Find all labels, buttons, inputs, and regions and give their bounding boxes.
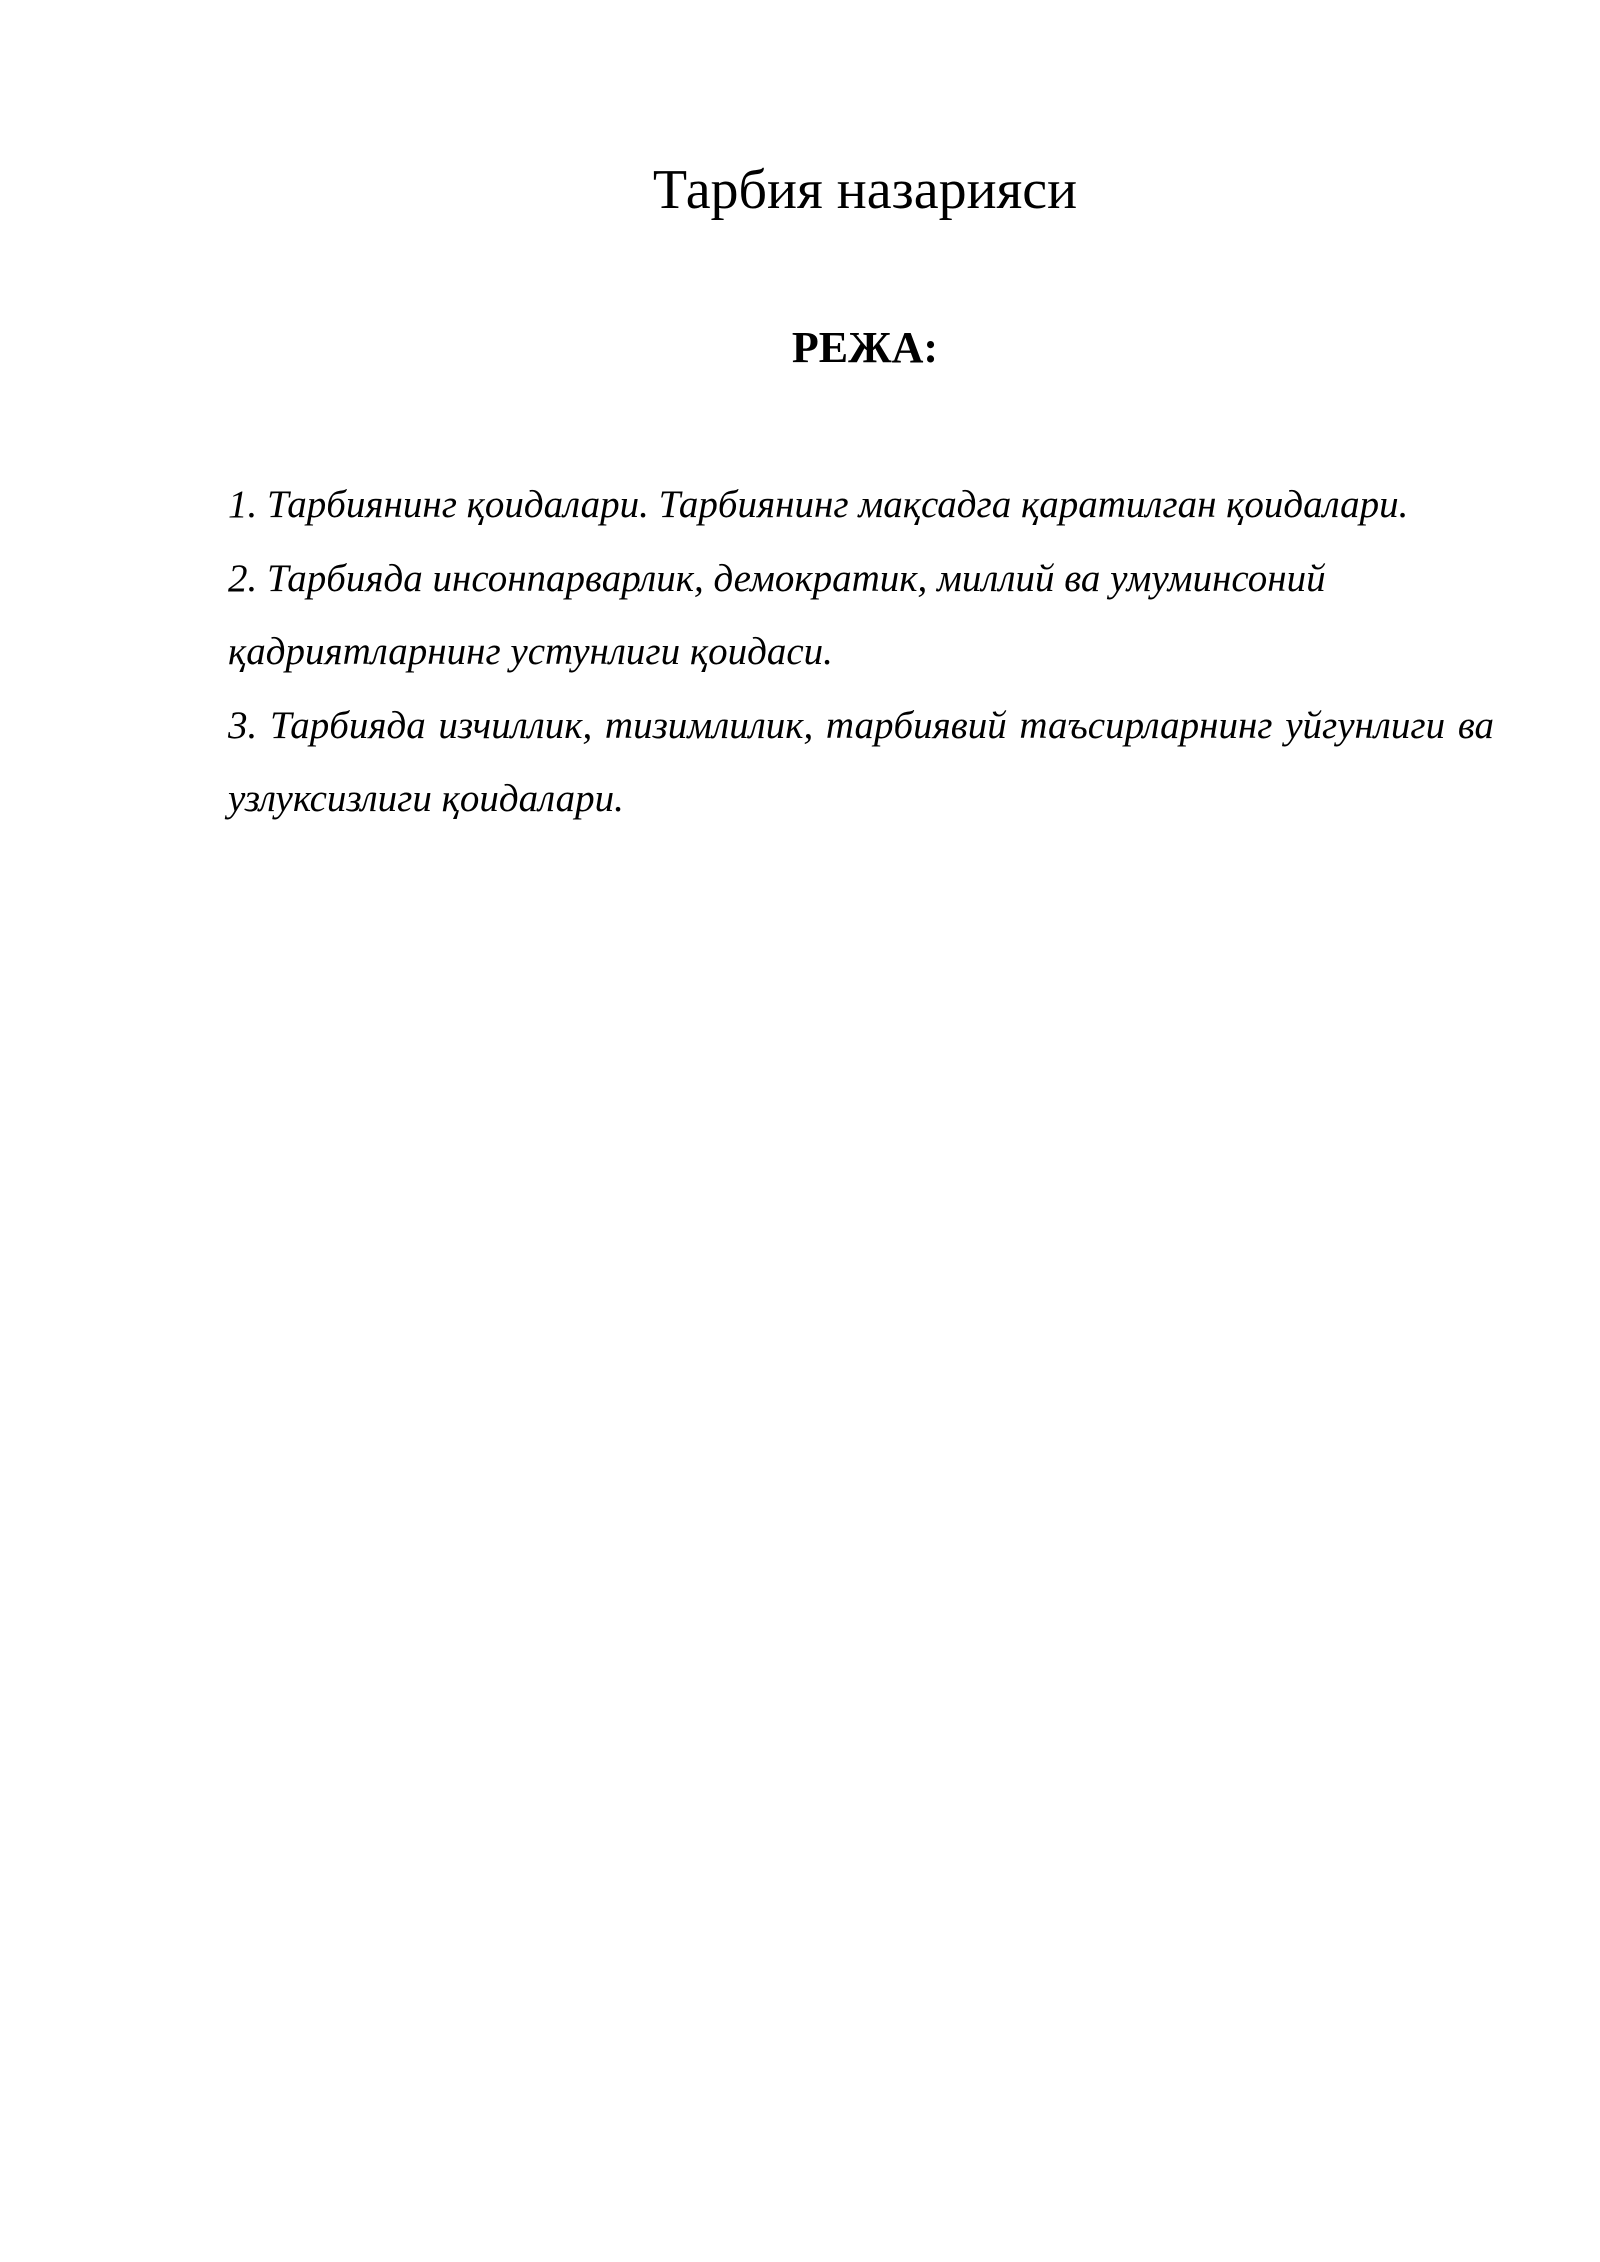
- plan-item-text: Тарбияда изчиллик, тизимлилик, тарбиявий таъсирларнинг уйгунлиги ва узлуксизлиги қоидалари.: [228, 703, 1494, 820]
- plan-item-text: Тарбиянинг қоидалари. Тарбиянинг мақсадга қаратилган қоидалари.: [267, 483, 1409, 526]
- plan-item-3: [228, 689, 1494, 836]
- document-title: Тарбия назарияси: [652, 159, 1078, 221]
- plan-item-number: 3.: [228, 703, 258, 747]
- plan-item-text: Тарбияда инсонпарварлик, демократик, миллий ва умуминсоний қадриятларнинг устунлиги қоидаси.: [228, 556, 1326, 673]
- plan-item-1: [228, 468, 1494, 542]
- plan-item-number: 2.: [228, 556, 258, 600]
- plan-heading: РЕЖА:: [791, 323, 939, 372]
- plan-item-number: 1.: [228, 483, 258, 526]
- plan-list: [228, 468, 1494, 836]
- plan-item-2: [228, 542, 1494, 689]
